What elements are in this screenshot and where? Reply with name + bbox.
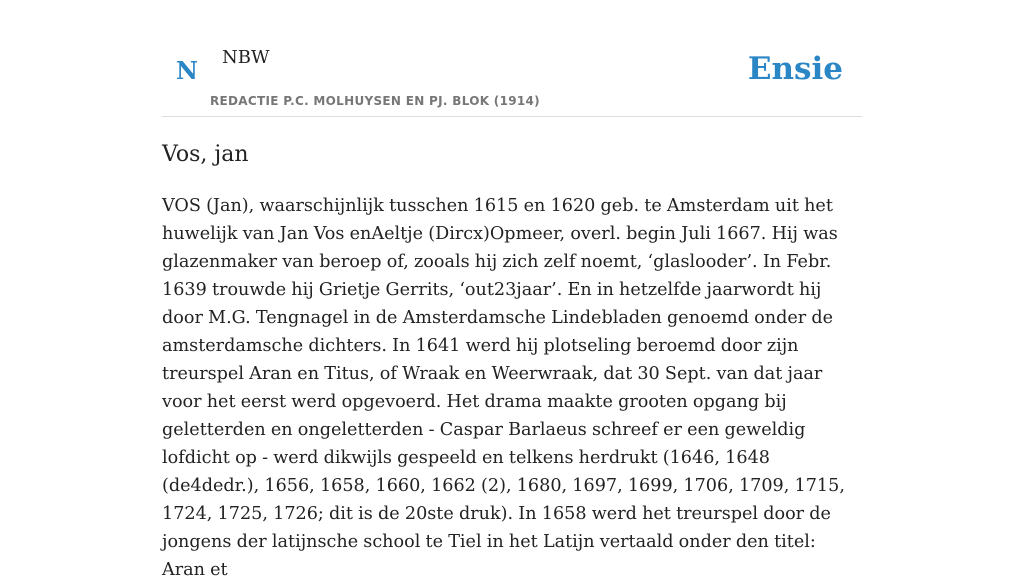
article-title: Vos, jan bbox=[162, 142, 249, 167]
brand-logo[interactable]: Ensie bbox=[747, 51, 843, 87]
page-header bbox=[162, 0, 862, 117]
source-title[interactable]: NBW bbox=[222, 47, 270, 68]
source-logo[interactable]: N bbox=[176, 56, 198, 85]
source-editors: REDACTIE P.C. MOLHUYSEN EN PJ. BLOK (1914) bbox=[210, 94, 540, 108]
article-body: VOS (Jan), waarschijnlijk tusschen 1615 en 1620 geb. te Amsterdam uit het huwelijk van Jan Vos enAeltje (Dircx)Opmeer, overl. begin Juli 1667. Hij was glazenmaker van beroep of, zooals hij zich zelf noemt, ‘glaslooder’. In Febr. 1639 trouwde hij Grietje Gerrits, ‘out23jaar’. En in hetzelfde jaarwordt hij door M.G. Tengnagel in de Amsterdamsche Lindebladen genoemd onder de amsterdamsche dichters. In 1641 werd hij plotseling beroemd door zijn treurspel Aran en Titus, of Wraak en Weerwraak, dat 30 Sept. van dat jaar voor het eerst werd opgevoerd. Het drama maakte grooten opgang bij geletterden en ongeletterden - Caspar Barlaeus schreef er een geweldig lofdicht op - werd dikwijls gespeeld en telkens herdrukt (1646, 1648 (de4dedr.), 1656, 1658, 1660, 1662 (2), 1680, 1697, 1699, 1706, 1709, 1715, 1724, 1725, 1726; dit is de 20ste druk). In 1658 werd het treurspel door de jongens der latijnsche school te Tiel in het Latijn vertaald onder den titel: Aran et bbox=[162, 196, 845, 580]
